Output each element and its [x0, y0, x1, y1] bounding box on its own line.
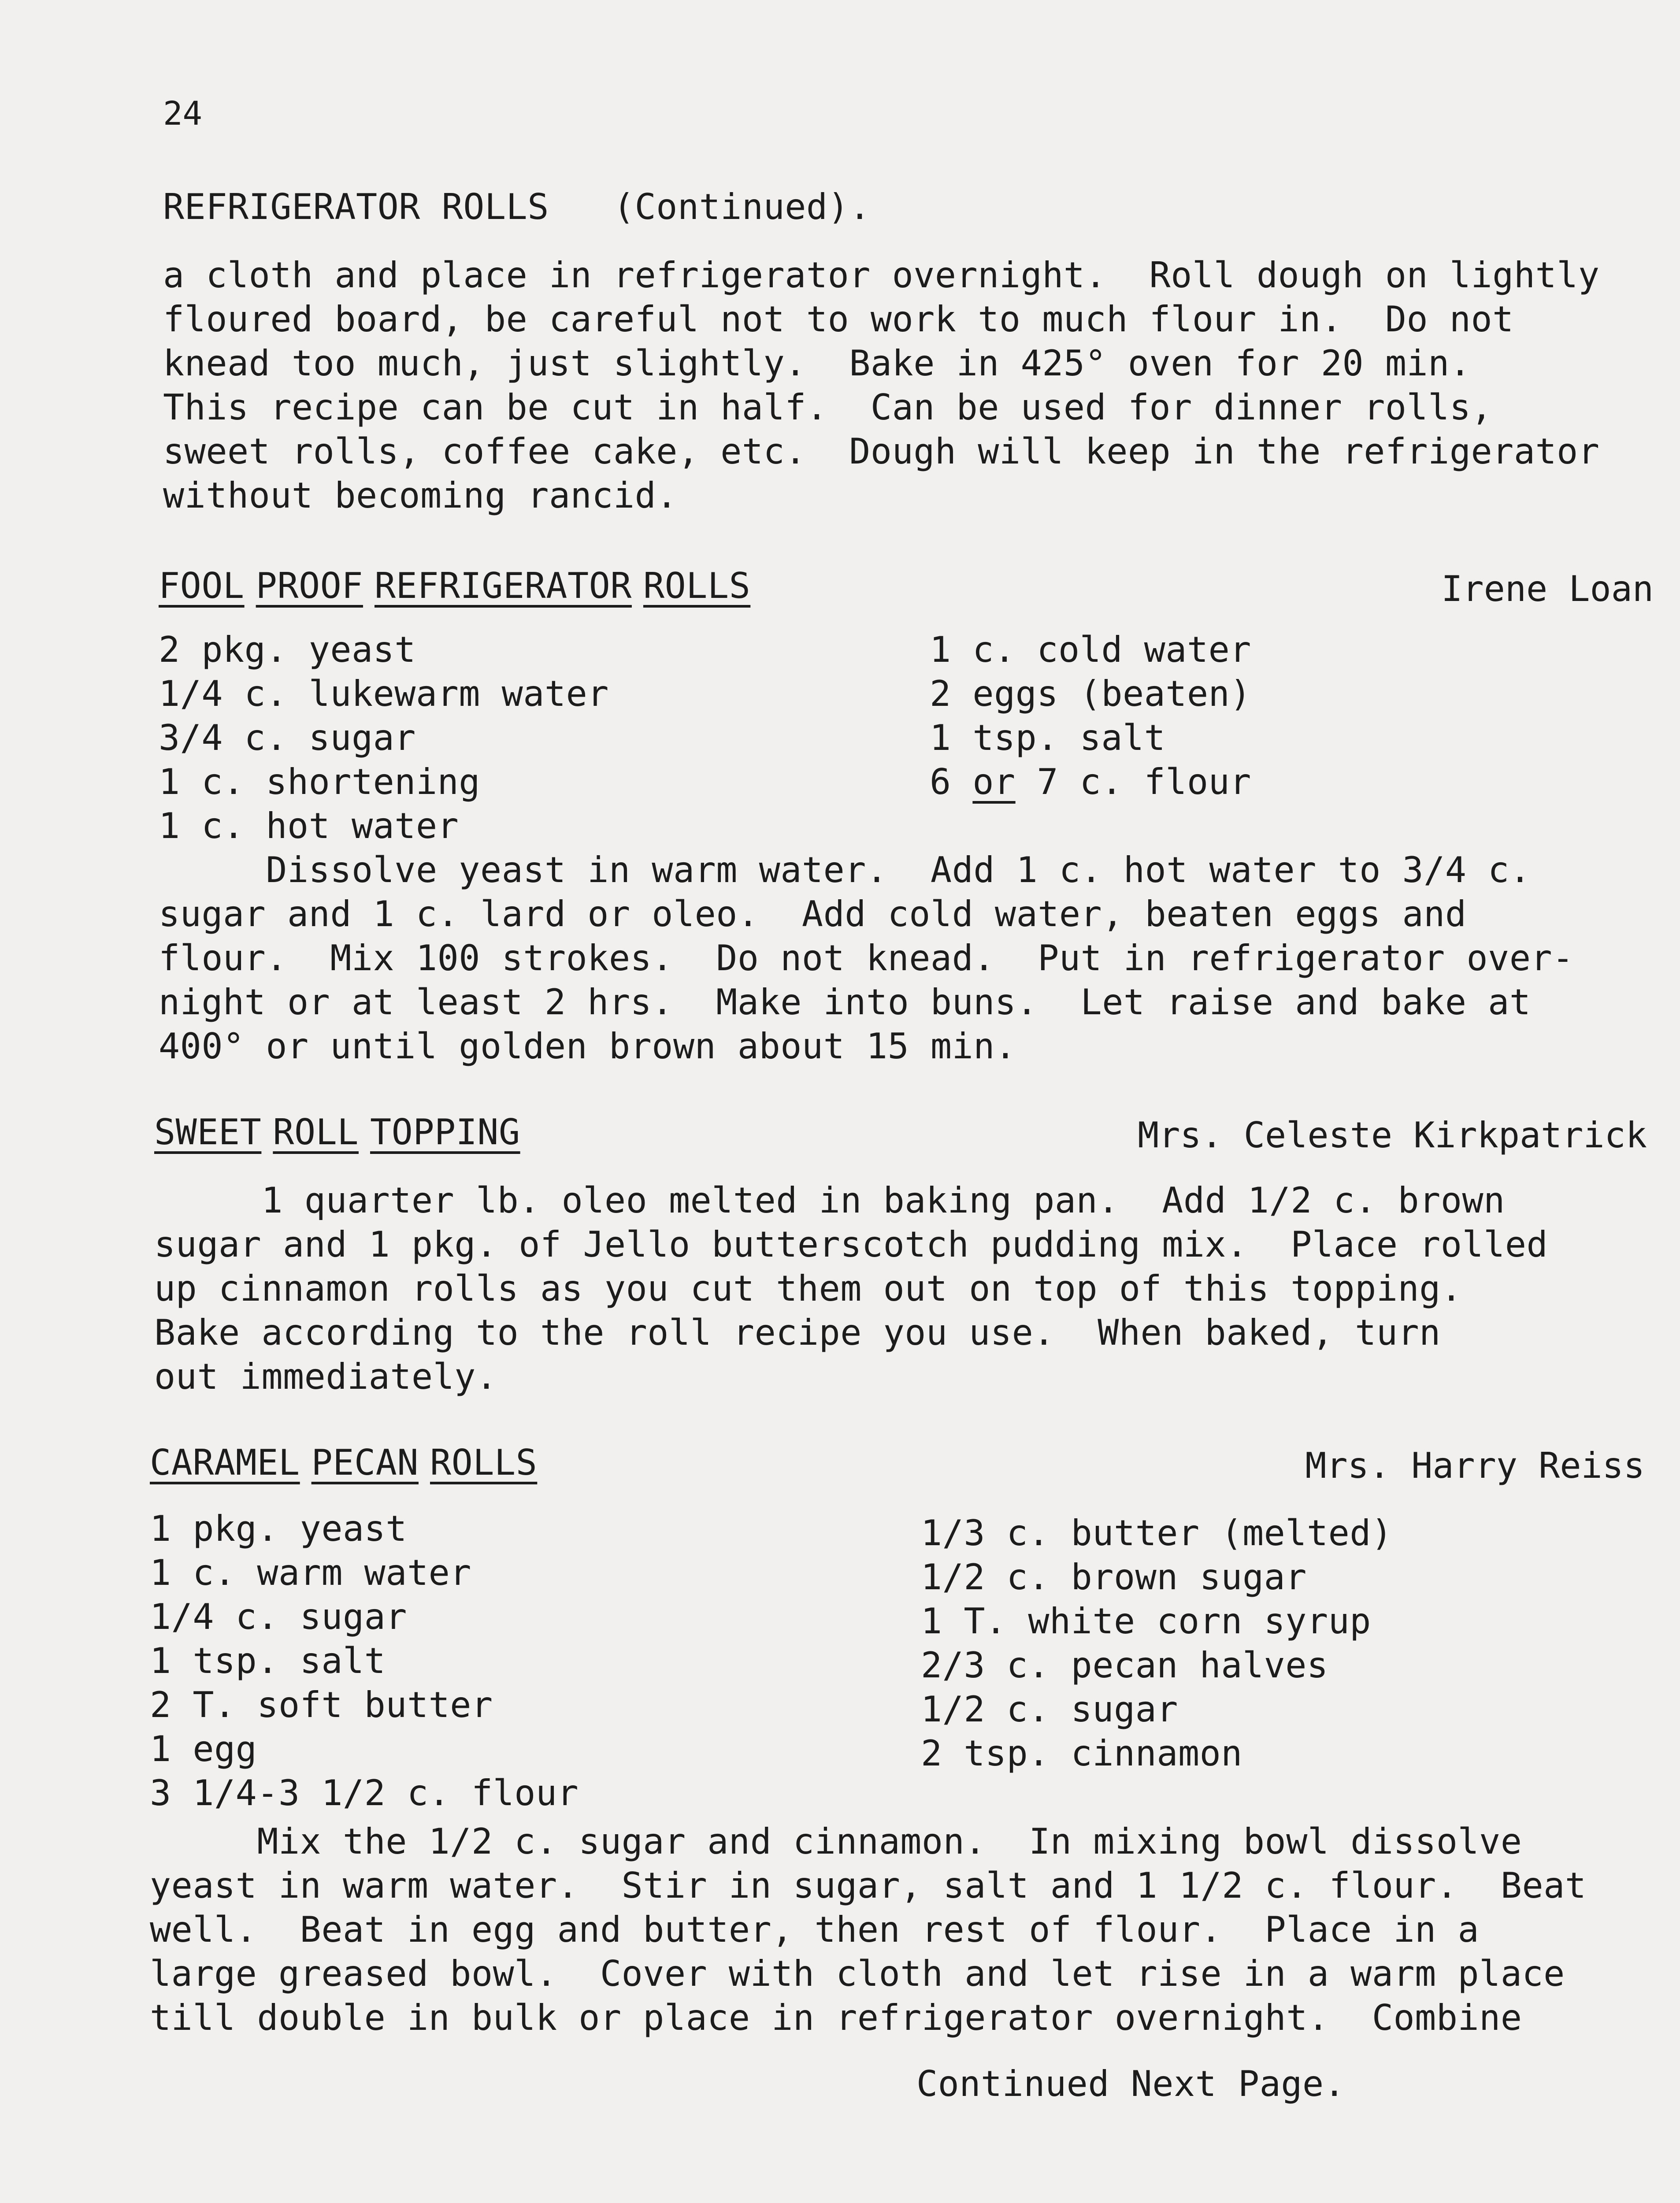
title-word: FOOL — [159, 565, 245, 606]
ingredient: 1/3 c. butter (melted) — [921, 1513, 1393, 1554]
ingredient: 1/2 c. brown sugar — [921, 1557, 1307, 1598]
ingredient: 2 pkg. yeast — [159, 629, 416, 670]
ingredient: 1 tsp. salt — [150, 1640, 386, 1681]
text-line: yeast in warm water. Stir in sugar, salt and 1 1/2 c. flour. Beat — [150, 1865, 1587, 1906]
ingredient: 1 tsp. salt — [930, 717, 1166, 758]
ingredient: 1 T. white corn syrup — [921, 1601, 1371, 1642]
text-line: sweet rolls, coffee cake, etc. Dough will keep in the refrigerator — [163, 431, 1600, 472]
text-line: well. Beat in egg and butter, then rest of flour. Place in a — [150, 1909, 1480, 1950]
text-line: sugar and 1 pkg. of Jello butterscotch pudding mix. Place rolled — [154, 1224, 1548, 1265]
ingredient: 1/2 c. sugar — [921, 1689, 1178, 1730]
sweet-roll-title — [154, 1110, 520, 1154]
caramel-author: Mrs. Harry Reiss — [1305, 1445, 1645, 1486]
text-line: Bake according to the roll recipe you use. When baked, turn — [154, 1312, 1441, 1353]
text-line: Dissolve yeast in warm water. Add 1 c. hot water to 3/4 c. — [159, 849, 1531, 890]
fool-proof-title — [159, 564, 750, 608]
ingredient: 2 eggs (beaten) — [930, 673, 1251, 714]
text-line: out immediately. — [154, 1356, 497, 1397]
title-word: ROLL — [273, 1112, 359, 1153]
fool-proof-author: Irene Loan — [1441, 568, 1654, 609]
ingredient — [930, 760, 1251, 804]
title-word: ROLLS — [643, 565, 751, 606]
page-number: 24 — [163, 95, 203, 133]
title-word: ROLLS — [430, 1442, 538, 1483]
text-line: a cloth and place in refrigerator overnight. Roll dough on lightly — [163, 255, 1600, 296]
text-line: sugar and 1 c. lard or oleo. Add cold water, beaten eggs and — [159, 894, 1467, 935]
sweet-roll-author: Mrs. Celeste Kirkpatrick — [1138, 1115, 1647, 1156]
title-word: SWEET — [154, 1112, 262, 1153]
ingredient: 1 c. warm water — [150, 1552, 471, 1593]
title-word: PROOF — [256, 565, 363, 606]
ingredient: 2/3 c. pecan halves — [921, 1645, 1328, 1686]
ingredient: 1/4 c. lukewarm water — [159, 673, 609, 714]
text-line: night or at least 2 hrs. Make into buns. Let raise and bake at — [159, 982, 1531, 1023]
text-line: 400° or until golden brown about 15 min. — [159, 1026, 1016, 1067]
caramel-title — [150, 1441, 537, 1485]
ingredient: 1 egg — [150, 1728, 257, 1769]
flour-or: or — [972, 761, 1016, 802]
flour-amount-alt: 7 c. flour — [1015, 761, 1251, 802]
title-word: REFRIGERATOR — [374, 565, 632, 606]
text-line: without becoming rancid. — [163, 475, 678, 516]
text-line: 1 quarter lb. oleo melted in baking pan. Add 1/2 c. brown — [154, 1180, 1505, 1221]
text-line: floured board, be careful not to work to much flour in. Do not — [163, 299, 1514, 340]
text-line: large greased bowl. Cover with cloth and let rise in a warm place — [150, 1953, 1565, 1994]
text-line: This recipe can be cut in half. Can be used for dinner rolls, — [163, 387, 1493, 428]
text-line: up cinnamon rolls as you cut them out on top of this topping. — [154, 1268, 1462, 1309]
title-word: TOPPING — [370, 1112, 520, 1153]
ingredient: 2 T. soft butter — [150, 1684, 493, 1725]
text-line: flour. Mix 100 strokes. Do not knead. Put in refrigerator over- — [159, 938, 1574, 979]
ingredient: 1 c. hot water — [159, 805, 459, 846]
continued-footer: Continued Next Page. — [916, 2063, 1346, 2104]
ingredient: 3 1/4-3 1/2 c. flour — [150, 1773, 579, 1814]
text-line: Mix the 1/2 c. sugar and cinnamon. In mixing bowl dissolve — [150, 1821, 1522, 1862]
refrigerator-continued-heading: REFRIGERATOR ROLLS (Continued). — [163, 186, 871, 227]
text-line: till double in bulk or place in refrigerator overnight. Combine — [150, 1997, 1522, 2038]
ingredient: 1 c. shortening — [159, 761, 480, 802]
ingredient: 2 tsp. cinnamon — [921, 1733, 1242, 1774]
ingredient: 1 c. cold water — [930, 629, 1251, 670]
flour-amount: 6 — [930, 761, 973, 802]
title-word: PECAN — [311, 1442, 419, 1483]
ingredient: 1/4 c. sugar — [150, 1596, 407, 1637]
ingredient: 3/4 c. sugar — [159, 717, 416, 758]
title-word: CARAMEL — [150, 1442, 300, 1483]
text-line: knead too much, just slightly. Bake in 425° oven for 20 min. — [163, 343, 1471, 384]
ingredient: 1 pkg. yeast — [150, 1508, 407, 1549]
